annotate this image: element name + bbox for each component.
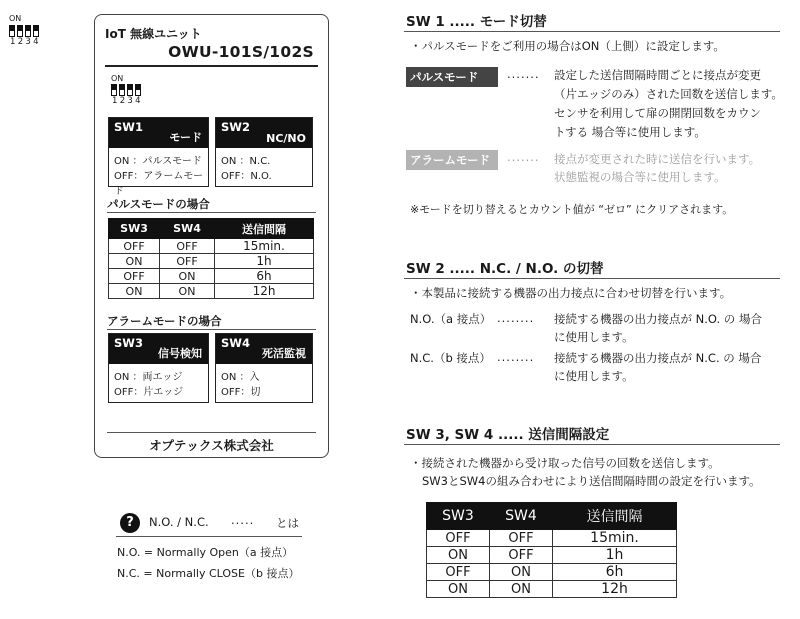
- mode-switch-note: ※モードを切り替えるとカウント値が “ゼロ” にクリアされます。: [410, 203, 734, 216]
- dip-on-label: ON: [9, 14, 22, 23]
- sw3-box: SW3 信号検知 ON ：両エッジ OFF：片エッジ: [108, 333, 209, 403]
- sw1-heading: SW 1 ..... モード切替: [406, 14, 547, 30]
- table-row: ON ON 12h: [427, 581, 677, 598]
- nc-note-title: N.O. / N.C.: [149, 515, 209, 529]
- device-label-card: [94, 14, 329, 458]
- card-model: OWU-101S/102S: [168, 43, 314, 61]
- alarm-mode-badge: アラームモード: [406, 150, 498, 170]
- card-title: IoT 無線ユニット: [105, 27, 202, 41]
- no-label: N.O.（a 接点）: [410, 312, 492, 326]
- table-row: ON ON 12h: [109, 284, 314, 299]
- sw4-box: SW4 死活監視 ON ：入 OFF：切: [215, 333, 313, 403]
- interval-table: SW3 SW4 送信間隔 OFF OFF 15min. ON OFF 1h OFF ON 6h ON ON 12h: [426, 502, 677, 598]
- nc-definition: N.C. = Normally CLOSE（b 接点）: [117, 567, 300, 580]
- table-row: ON OFF 1h: [427, 547, 677, 564]
- alarm-mode-title: アラームモードの場合: [107, 314, 222, 328]
- sw2-box: SW2 NC/NO ON ：N.C. OFF：N.O.: [215, 117, 313, 187]
- card-dip-switch-icon: ON 1234: [111, 74, 143, 106]
- table-row: OFF ON 6h: [427, 564, 677, 581]
- sw1-box: SW1 モード ON ：パルスモード OFF：アラームモード: [108, 117, 209, 187]
- company-name: オプテックス株式会社: [149, 438, 274, 453]
- dip-numbers: 1234: [10, 37, 41, 47]
- table-row: ON OFF 1h: [109, 254, 314, 269]
- sw34-heading: SW 3, SW 4 ..... 送信間隔設定: [406, 427, 610, 443]
- sw2-heading: SW 2 ..... N.C. / N.O. の切替: [406, 261, 604, 277]
- pulse-mode-title: パルスモードの場合: [107, 197, 210, 211]
- dip-switch-icon: [9, 15, 49, 55]
- no-definition: N.O. = Normally Open（a 接点）: [117, 546, 294, 559]
- table-row: OFF ON 6h: [109, 269, 314, 284]
- question-icon: ?: [120, 513, 140, 533]
- alarm-mode-description: 接点が変更された時に送信を行います。 状態監視の場合等に使用します。: [554, 152, 761, 184]
- pulse-mode-description: 設定した送信間隔時間ごとに接点が変更 （片エッジのみ）された回数を送信します。 センサを利用して扉の開閉回数をカウン トする 場合等に使用します。: [554, 68, 783, 139]
- pulse-mode-badge: パルスモード: [406, 67, 498, 87]
- table-row: OFF OFF 15min.: [427, 530, 677, 547]
- nc-label: N.C.（b 接点）: [410, 351, 491, 365]
- table-row: OFF OFF 15min.: [109, 239, 314, 254]
- card-interval-table: SW3 SW4 送信間隔 OFF OFF 15min. ON OFF 1h OFF ON 6h ON ON 12h: [108, 218, 314, 299]
